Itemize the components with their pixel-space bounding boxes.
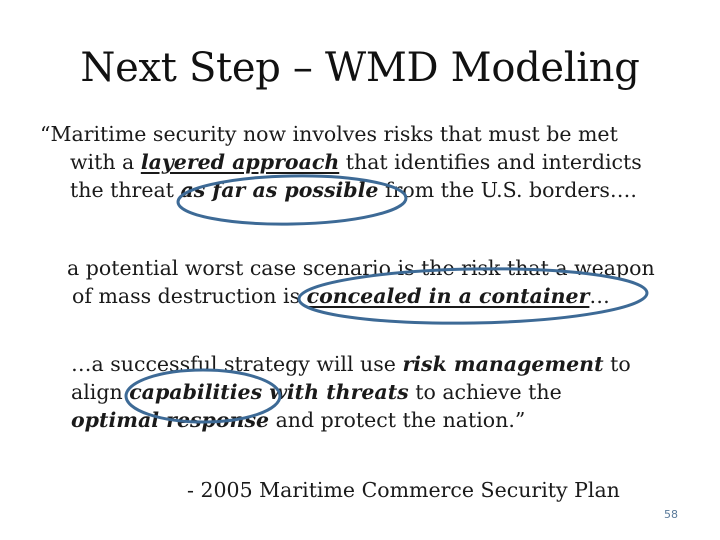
- emphasis-capabilities-with-threats: capabilities with threats: [129, 380, 409, 404]
- quote-paragraph-2: [67, 254, 655, 310]
- emphasis-concealed-in-container: concealed in a container: [306, 284, 590, 308]
- text-span: …: [589, 284, 610, 308]
- quote-attribution: - 2005 Maritime Commerce Security Plan: [187, 478, 620, 502]
- slide-title: Next Step – WMD Modeling: [80, 45, 640, 91]
- text-span: from the U.S. borders….: [378, 178, 637, 202]
- quote-line: [67, 254, 655, 282]
- text-span: and protect the nation.”: [269, 408, 526, 432]
- text-span: to achieve the: [408, 380, 562, 404]
- quote-paragraph-1: [40, 120, 642, 204]
- text-span: to: [603, 352, 631, 376]
- emphasis-layered-approach: layered approach: [140, 150, 340, 174]
- text-span: that identifies and interdicts: [339, 150, 642, 174]
- page-number: 58: [664, 508, 678, 521]
- quote-line: [40, 176, 642, 204]
- text-span: align: [71, 380, 130, 404]
- quote-line: [67, 282, 655, 310]
- text-span: with a: [70, 150, 141, 174]
- emphasis-as-far-as-possible: as far as possible: [180, 178, 379, 202]
- text-span: “Maritime security now involves risks that must be met: [40, 122, 618, 146]
- text-span: …a successful strategy will use: [71, 352, 403, 376]
- quote-paragraph-3: [71, 350, 631, 434]
- text-span: of mass destruction is: [72, 284, 307, 308]
- quote-line: [40, 148, 642, 176]
- text-span: the threat: [70, 178, 181, 202]
- emphasis-optimal-response: optimal response: [71, 408, 270, 432]
- quote-line: [71, 406, 631, 434]
- quote-line: [71, 350, 631, 378]
- emphasis-risk-management: risk management: [402, 352, 604, 376]
- quote-line: [40, 120, 642, 148]
- quote-line: [71, 378, 631, 406]
- text-span: a potential worst case scenario is the risk that a weapon: [67, 256, 655, 280]
